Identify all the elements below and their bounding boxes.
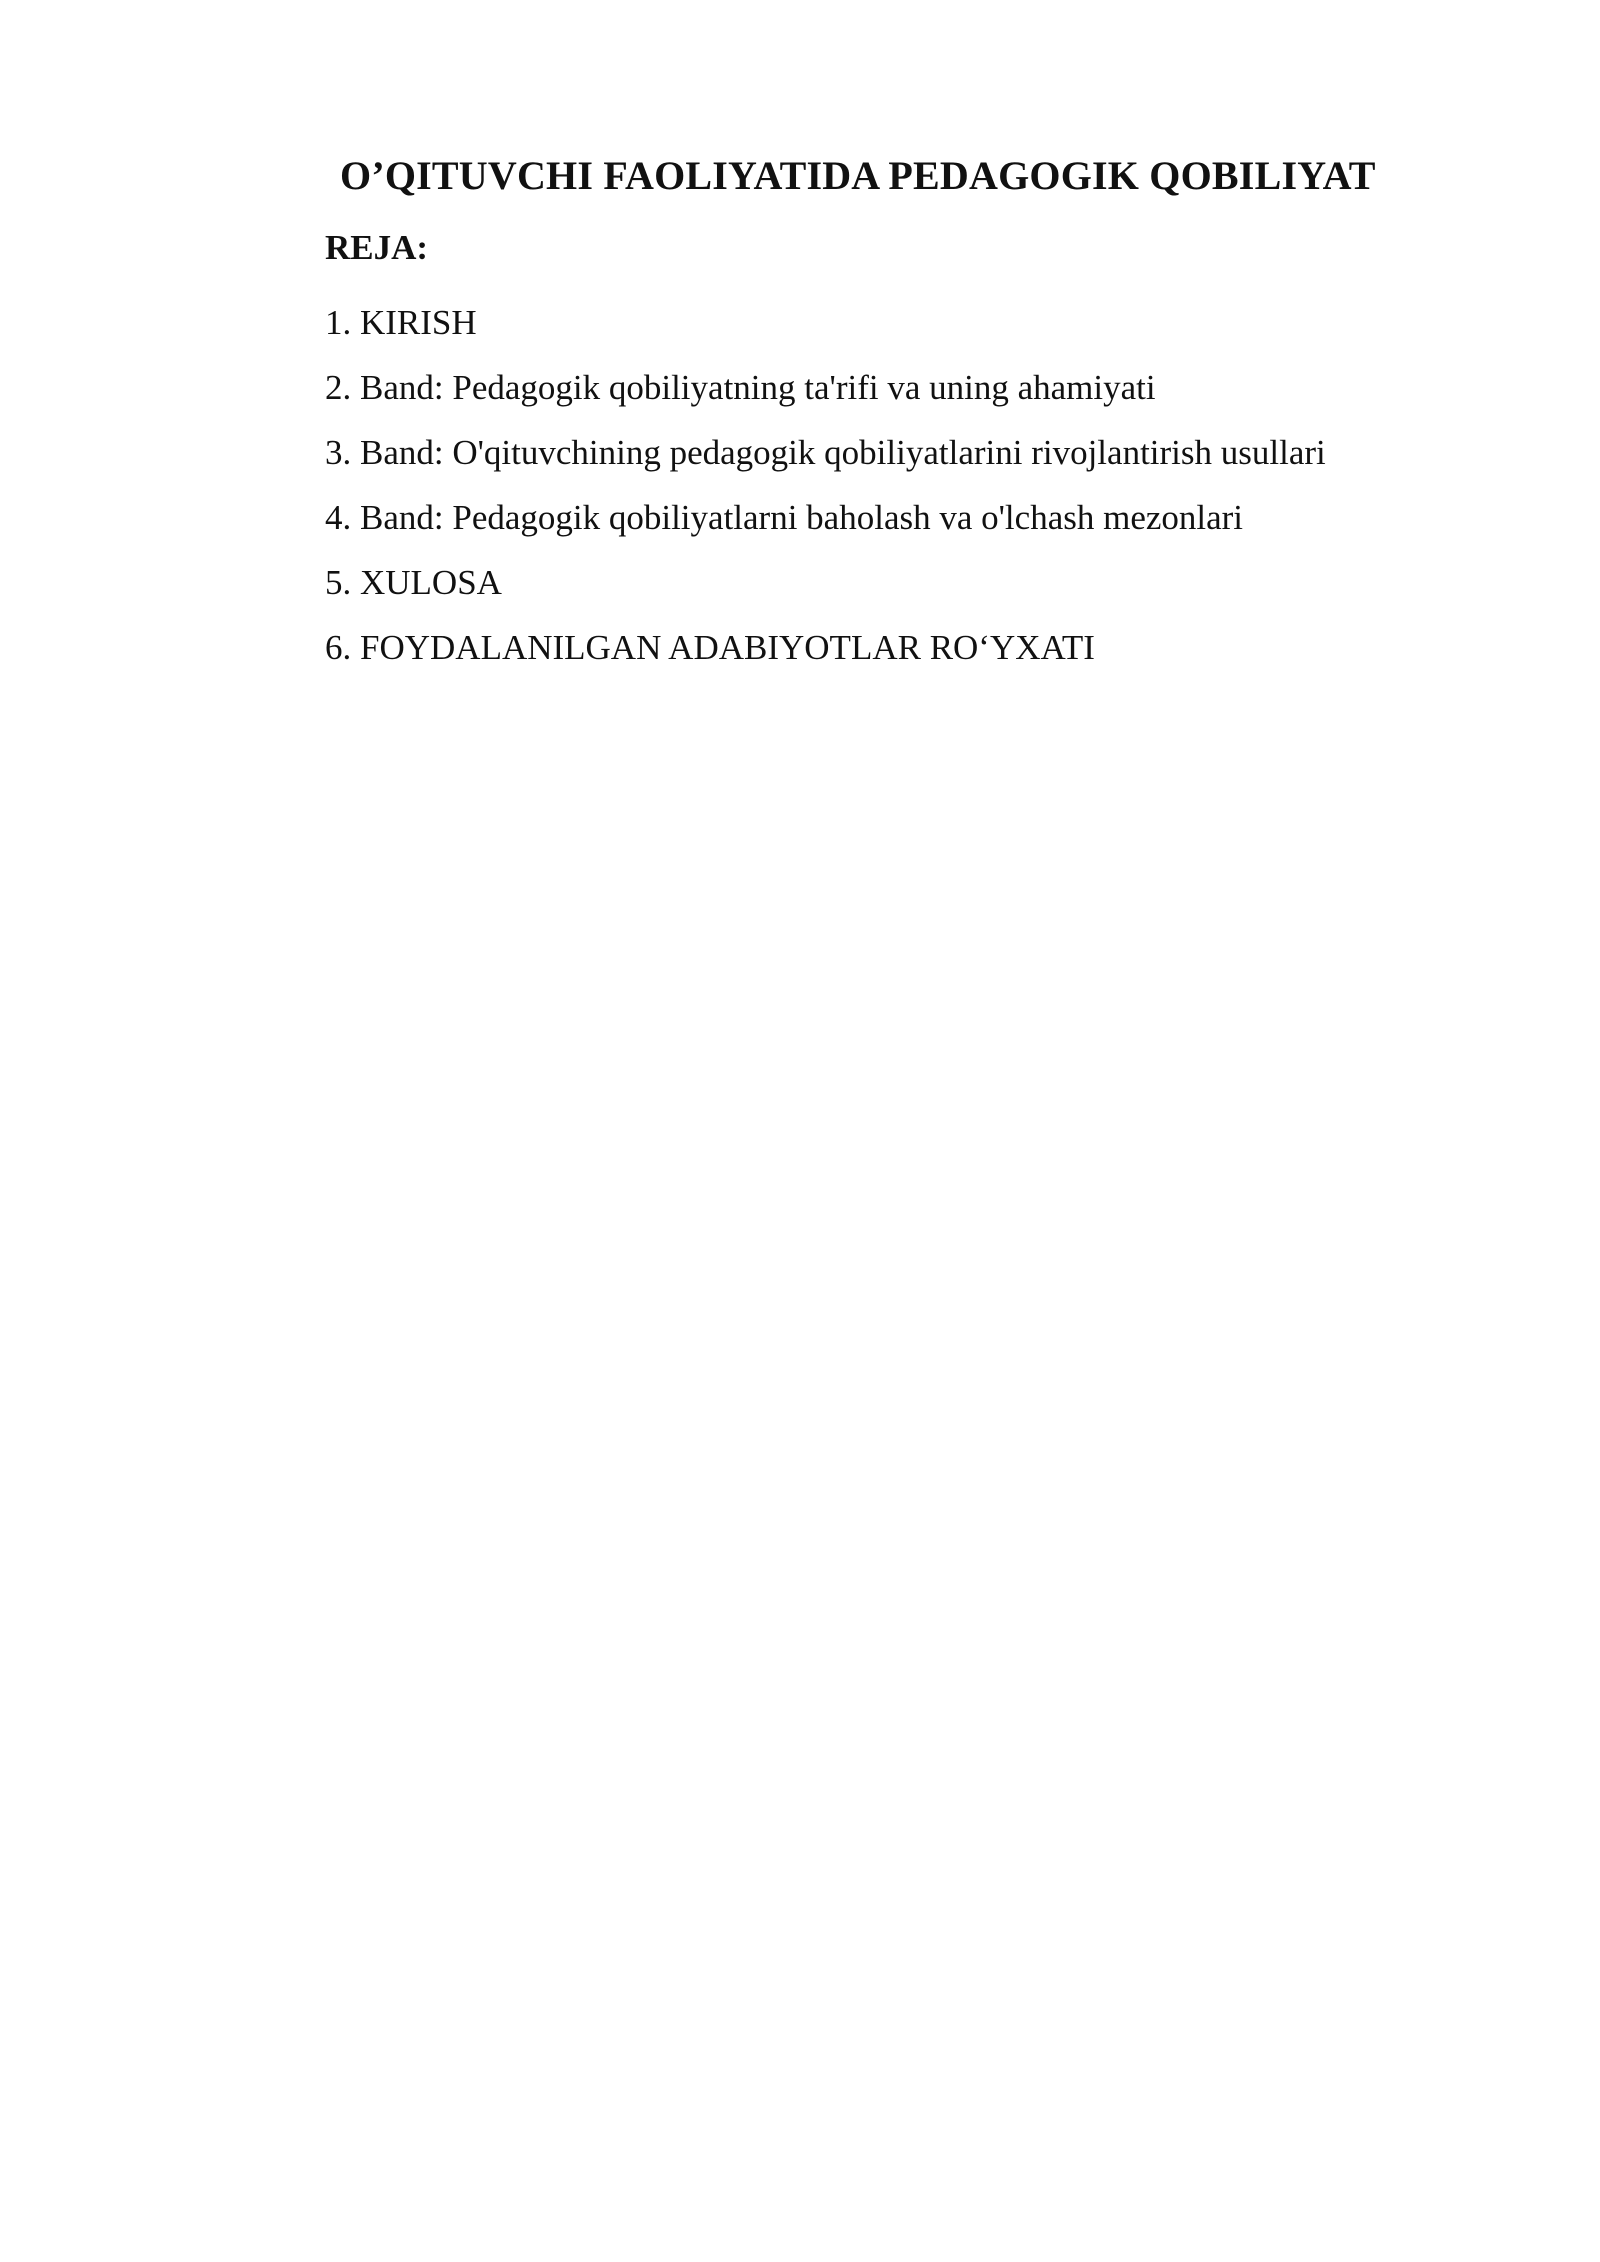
plan-item-introduction: 1. KIRISH: [325, 303, 477, 342]
plan-item-section-3: 4. Band: Pedagogik qobiliyatlarni baholash va o'lchash mezonlari: [325, 498, 1244, 537]
plan-heading: REJA:: [325, 228, 429, 267]
document-title: O’QITUVCHI FAOLIYATIDA PEDAGOGIK QOBILIYAT: [340, 153, 1376, 198]
plan-item-section-2: 3. Band: O'qituvchining pedagogik qobiliyatlarini rivojlantirish usullari: [325, 433, 1326, 472]
plan-item-conclusion: 5. XULOSA: [325, 563, 502, 602]
plan-item-references: 6. FOYDALANILGAN ADABIYOTLAR RO‘YXATI: [325, 628, 1095, 667]
plan-list: [325, 290, 1326, 680]
plan-item-section-1: 2. Band: Pedagogik qobiliyatning ta'rifi va uning ahamiyati: [325, 368, 1156, 407]
